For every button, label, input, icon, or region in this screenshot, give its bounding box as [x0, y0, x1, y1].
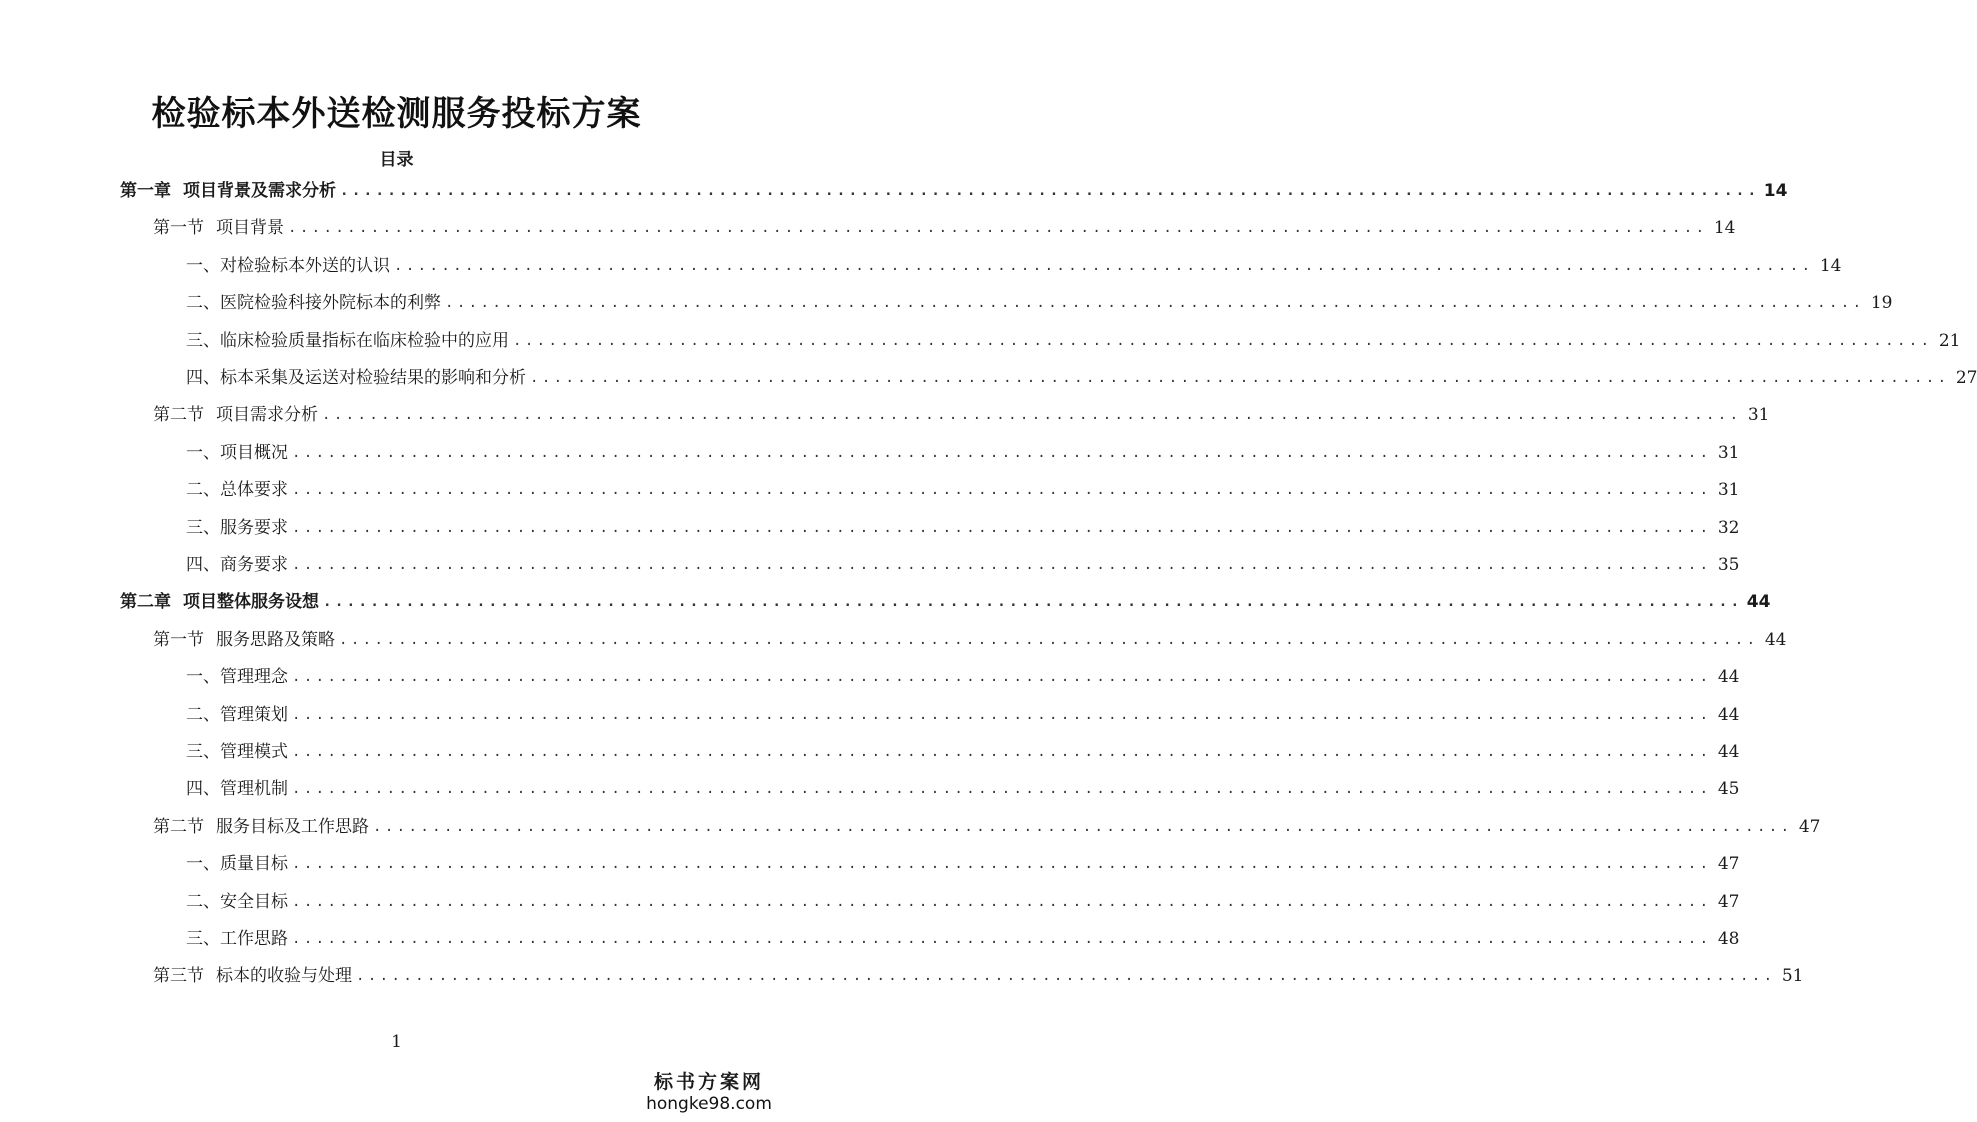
toc-entry-page: 14 — [1713, 218, 1736, 239]
toc-entry-label: 项目概况 — [220, 442, 288, 463]
toc-entry-number: 第一节 — [153, 629, 204, 650]
toc-entry[interactable] — [153, 400, 1770, 430]
toc-entry[interactable] — [186, 662, 1740, 692]
toc-dot-leader: ........................................................................................................................ — [292, 669, 1712, 686]
toc-entry[interactable] — [120, 587, 1771, 617]
toc-entry-number: 三、 — [186, 330, 220, 351]
document-title: 检验标本外送检测服务投标方案 — [151, 94, 642, 134]
toc-entry-label: 项目背景及需求分析 — [183, 181, 336, 201]
toc-entry-page: 31 — [1717, 442, 1740, 463]
toc-entry-page: 31 — [1717, 480, 1740, 501]
toc-entry-label: 管理策划 — [220, 704, 288, 725]
toc-dot-leader: ........................................................................................................................ — [292, 931, 1712, 947]
toc-entry[interactable] — [186, 700, 1740, 730]
toc-entry[interactable] — [186, 438, 1740, 468]
toc-entry-label: 标本的收验与处理 — [216, 966, 352, 987]
toc-entry-page: 44 — [1764, 629, 1787, 650]
toc-entry-page: 19 — [1870, 293, 1893, 314]
toc-entry[interactable] — [186, 363, 1977, 393]
toc-entry-page: 51 — [1781, 966, 1804, 987]
toc-entry-label: 管理模式 — [220, 742, 288, 762]
toc-entry[interactable] — [186, 887, 1740, 917]
toc-entry-page: 27 — [1955, 368, 1977, 388]
toc-entry-page: 47 — [1717, 891, 1740, 912]
toc-dot-leader: ........................................................................................................................ — [292, 482, 1712, 499]
toc-entry-label: 管理理念 — [220, 667, 288, 688]
toc-entry-page: 44 — [1717, 667, 1740, 688]
toc-entry-number: 第一节 — [153, 218, 204, 239]
toc-dot-leader: ........................................................................................................................ — [373, 818, 1793, 835]
toc-entry[interactable] — [153, 625, 1787, 655]
toc-dot-leader: ........................................................................................................................ — [394, 257, 1814, 274]
toc-entry-number: 第二节 — [153, 816, 204, 837]
toc-entry-label: 服务目标及工作思路 — [216, 816, 369, 837]
toc-entry-number: 二、 — [186, 480, 220, 501]
toc-entry-page: 45 — [1717, 779, 1740, 800]
toc-entry-page: 14 — [1763, 181, 1788, 201]
toc-entry[interactable] — [153, 961, 1804, 991]
toc-entry-label: 服务思路及策略 — [216, 629, 335, 650]
toc-entry-number: 四、 — [186, 555, 220, 575]
toc-entry[interactable] — [186, 513, 1740, 543]
toc-entry-number: 二、 — [186, 293, 220, 314]
toc-dot-leader: ........................................................................................................................ — [356, 968, 1776, 985]
toc-dot-leader: ........................................................................................................................ — [530, 370, 1950, 386]
toc-entry-number: 二、 — [186, 704, 220, 725]
toc-entry[interactable] — [186, 924, 1740, 954]
toc-entry-number: 一、 — [186, 255, 220, 276]
toc-entry[interactable] — [186, 475, 1740, 505]
toc-entry-number: 第二节 — [153, 405, 204, 426]
toc-entry-label: 标本采集及运送对检验结果的影响和分析 — [220, 368, 526, 388]
toc-entry[interactable] — [186, 550, 1740, 580]
toc-dot-leader: ........................................................................................................................ — [292, 744, 1712, 760]
toc-entry-label: 安全目标 — [220, 891, 288, 912]
toc-entry[interactable] — [186, 251, 1842, 281]
toc-entry-label: 项目需求分析 — [216, 405, 318, 426]
toc-entry[interactable] — [153, 213, 1736, 243]
toc-dot-leader: ........................................................................................................................ — [292, 781, 1712, 798]
toc-entry-page: 48 — [1717, 929, 1740, 949]
toc-entry-label: 项目整体服务设想 — [183, 592, 319, 613]
toc-entry-number: 第二章 — [120, 592, 171, 613]
toc-entry-number: 一、 — [186, 854, 220, 875]
toc-entry-label: 总体要求 — [220, 480, 288, 501]
toc-dot-leader: ........................................................................................................................ — [339, 631, 1759, 648]
toc-dot-leader: ........................................................................................................................ — [292, 519, 1712, 536]
toc-entry[interactable] — [186, 326, 1961, 356]
toc-entry-label: 质量目标 — [220, 854, 288, 875]
toc-dot-leader: ........................................................................................................................ — [288, 220, 1708, 237]
toc-dot-leader: ........................................................................................................................ — [445, 295, 1865, 312]
toc-entry-page: 21 — [1938, 330, 1961, 351]
toc-entry-label: 临床检验质量指标在临床检验中的应用 — [220, 330, 509, 351]
page-number: 1 — [391, 1032, 402, 1052]
toc-entry[interactable] — [120, 176, 1788, 206]
watermark-url: hongke98.com — [646, 1094, 772, 1114]
toc-dot-leader: ........................................................................................................................ — [292, 706, 1712, 723]
toc-dot-leader: ........................................................................................................................ — [292, 893, 1712, 910]
toc-entry-label: 对检验标本外送的认识 — [220, 255, 390, 276]
toc-entry-number: 一、 — [186, 667, 220, 688]
toc-entry-label: 商务要求 — [220, 555, 288, 575]
toc-entry-label: 医院检验科接外院标本的利弊 — [220, 293, 441, 314]
toc-entry-page: 44 — [1717, 704, 1740, 725]
toc-entry-number: 第一章 — [120, 181, 171, 201]
watermark-brand: 标书方案网 — [653, 1071, 764, 1093]
toc-dot-leader: ........................................................................................................................ — [292, 444, 1712, 461]
toc-entry-page: 32 — [1717, 517, 1740, 538]
toc-entry-number: 三、 — [186, 929, 220, 949]
toc-entry-page: 44 — [1717, 742, 1740, 762]
toc-entry-number: 四、 — [186, 779, 220, 800]
watermark — [639, 1067, 779, 1114]
toc-entry-number: 第三节 — [153, 966, 204, 987]
toc-heading: 目录 — [379, 150, 414, 170]
toc-dot-leader: ........................................................................................................................ — [292, 557, 1712, 573]
toc-entry-label: 服务要求 — [220, 517, 288, 538]
toc-dot-leader: ........................................................................................................................ — [323, 594, 1743, 611]
toc-dot-leader: ........................................................................................................................ — [292, 856, 1712, 873]
toc-entry-number: 二、 — [186, 891, 220, 912]
toc-entry[interactable] — [153, 812, 1821, 842]
toc-entry-page: 47 — [1798, 816, 1821, 837]
toc-entry-page: 44 — [1746, 592, 1771, 613]
toc-entry-label: 工作思路 — [220, 929, 288, 949]
toc-entry-number: 四、 — [186, 368, 220, 388]
toc-entry-page: 35 — [1717, 555, 1740, 575]
toc-entry[interactable] — [186, 774, 1740, 804]
toc-entry-page: 47 — [1717, 854, 1740, 875]
toc-dot-leader: ........................................................................................................................ — [340, 183, 1760, 199]
toc-entry-page: 14 — [1819, 255, 1842, 276]
toc-entry-number: 三、 — [186, 517, 220, 538]
toc-entry[interactable] — [186, 849, 1740, 879]
toc-dot-leader: ........................................................................................................................ — [322, 407, 1742, 424]
toc-entry-label: 管理机制 — [220, 779, 288, 800]
toc-entry-number: 一、 — [186, 442, 220, 463]
toc-entry[interactable] — [186, 737, 1740, 767]
toc-entry[interactable] — [186, 288, 1893, 318]
toc-dot-leader: ........................................................................................................................ — [513, 332, 1933, 349]
toc-entry-label: 项目背景 — [216, 218, 284, 239]
toc-entry-number: 三、 — [186, 742, 220, 762]
toc-entry-page: 31 — [1747, 405, 1770, 426]
